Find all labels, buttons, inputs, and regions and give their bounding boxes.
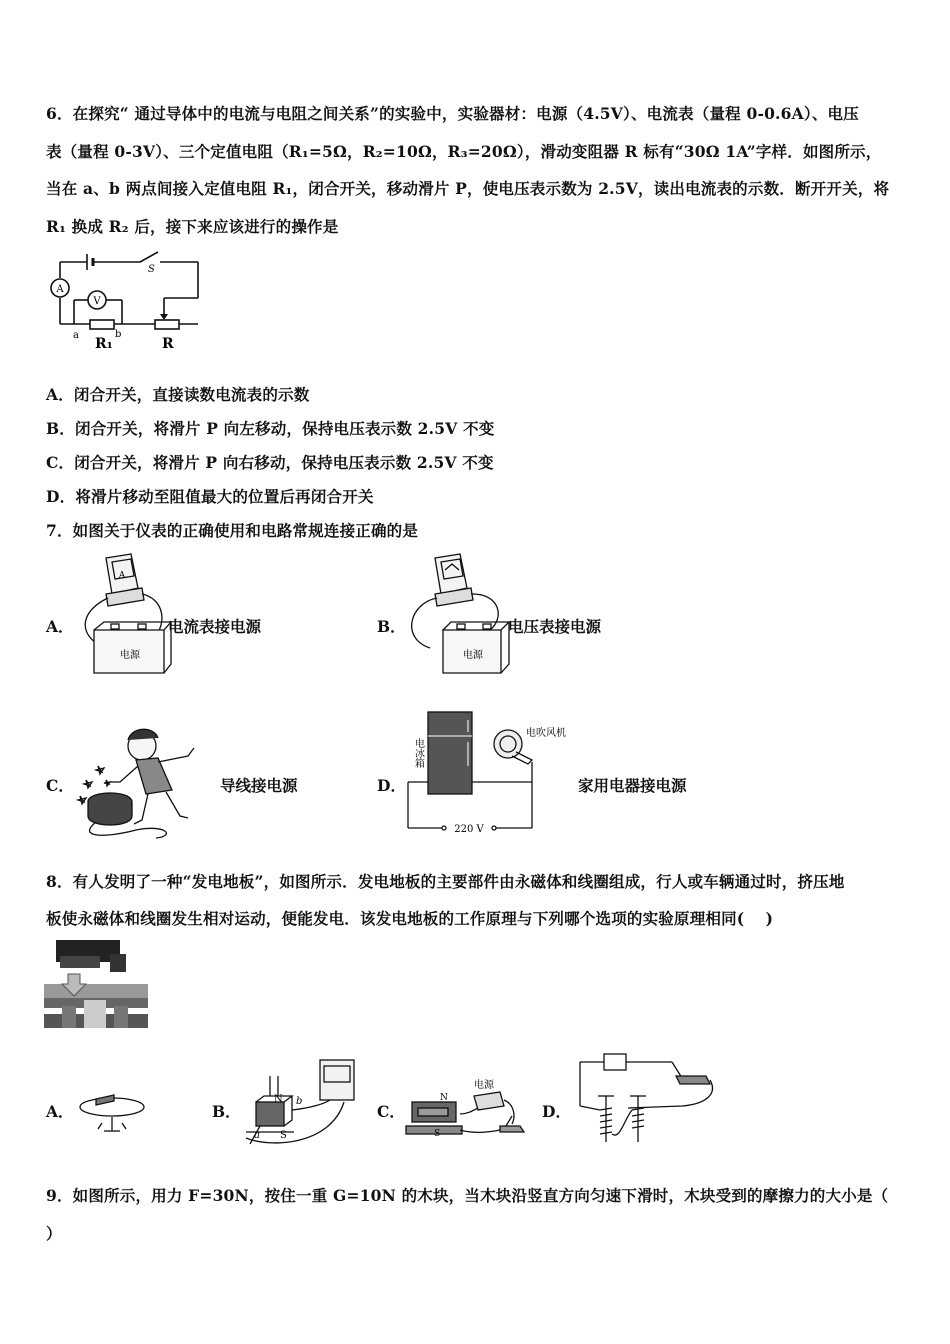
q7-option-d-letter: D． xyxy=(377,776,406,795)
q7-option-a-figure xyxy=(76,548,171,678)
power-box-label: 电源 xyxy=(120,650,140,661)
q8-option-c-figure xyxy=(404,1070,530,1142)
q8-option-b-letter: B． xyxy=(212,1102,241,1121)
switch-label: S xyxy=(148,264,155,275)
q7-option-d-caption: 家用电器接电源 xyxy=(578,776,687,795)
q9-line-1: 9．如图所示，用力 F=30N，按住一重 G=10N 的木块，当木块沿竖直方向匀速下滑时，木块受到的摩擦力的大小是（ xyxy=(46,1186,889,1205)
voltage-label: 220 V xyxy=(454,824,484,835)
b-b-label: b xyxy=(296,1096,303,1107)
q7-option-d-figure xyxy=(402,706,582,841)
q6-line-2: 表（量程 0-3V）、三个定值电阻（R₁=5Ω，R₂=10Ω，R₃=20Ω），滑动变阻器 R 标有“30Ω 1A”字样．如图所示， xyxy=(46,142,882,161)
q6-option-b: B．闭合开关，将滑片 P 向左移动，保持电压表示数 2.5V 不变 xyxy=(46,419,495,438)
r1-label: R₁ xyxy=(95,336,113,352)
q6-line-3: 当在 a、b 两点间接入定值电阻 R₁，闭合开关，移动滑片 P，使电压表示数为 2.5V，读出电流表的示数．断开开关，将 xyxy=(46,179,890,198)
q8-option-a-figure xyxy=(74,1083,148,1139)
q8-option-b-figure xyxy=(240,1056,368,1152)
q8-option-a-letter: A． xyxy=(46,1102,74,1121)
q6-line-1: 6．在探究“ 通过导体中的电流与电阻之间关系”的实验中，实验器材：电源（4.5V）、电流表（量程 0-0.6A）、电压 xyxy=(46,104,859,123)
q8-floor-figure xyxy=(44,940,148,1030)
c-power-label: 电源 xyxy=(474,1080,494,1091)
c-n-label: N xyxy=(440,1093,448,1103)
q6-circuit-diagram xyxy=(40,248,220,358)
q9-line-2: ） xyxy=(46,1224,62,1243)
b-s-label: S xyxy=(280,1130,287,1141)
dryer-label: 电吹风机 xyxy=(526,728,566,739)
q7-option-c-letter: C． xyxy=(46,776,74,795)
q8-option-d-figure xyxy=(572,1050,722,1150)
q7-stem: 7．如图关于仪表的正确使用和电路常规连接正确的是 xyxy=(46,521,419,540)
q6-option-a: A．闭合开关，直接读数电流表的示数 xyxy=(46,385,310,404)
q7-option-c-caption: 导线接电源 xyxy=(220,776,298,795)
r-label: R xyxy=(162,336,174,352)
voltmeter-label: V xyxy=(93,296,101,307)
q7-option-b-letter: B． xyxy=(377,617,406,636)
q7-option-c-figure xyxy=(76,720,216,840)
point-a-label: a xyxy=(73,330,79,341)
ammeter-label: A xyxy=(56,284,64,295)
q7-option-a-caption: 电流表接电源 xyxy=(168,617,262,636)
fridge-label: 电冰箱 xyxy=(412,738,424,768)
q6-option-c: C．闭合开关，将滑片 P 向右移动，保持电压表示数 2.5V 不变 xyxy=(46,453,494,472)
q7-option-b-figure xyxy=(405,548,510,678)
b-a-label: a xyxy=(254,1130,260,1141)
q6-option-d: D．将滑片移动至阻值最大的位置后再闭合开关 xyxy=(46,487,374,506)
q8-line-2: 板使永磁体和线圈发生相对运动，便能发电．该发电地板的工作原理与下列哪个选项的实验原理相同( ) xyxy=(46,909,774,928)
q8-option-c-letter: C． xyxy=(377,1102,405,1121)
power-box-label-b: 电源 xyxy=(463,650,483,661)
q8-line-1: 8．有人发明了一种“发电地板”，如图所示．发电地板的主要部件由永磁体和线圈组成，行人或车辆通过时，挤压地 xyxy=(46,872,845,891)
q7-option-b-caption: 电压表接电源 xyxy=(508,617,602,636)
meter-a-label: A xyxy=(118,571,126,581)
b-n-label: N xyxy=(274,1094,283,1105)
q6-line-4: R₁ 换成 R₂ 后，接下来应该进行的操作是 xyxy=(46,217,339,236)
c-s-label: S xyxy=(434,1129,441,1139)
q8-option-d-letter: D． xyxy=(542,1102,571,1121)
q7-option-a-letter: A． xyxy=(46,617,74,636)
point-b-label: b xyxy=(115,329,122,340)
